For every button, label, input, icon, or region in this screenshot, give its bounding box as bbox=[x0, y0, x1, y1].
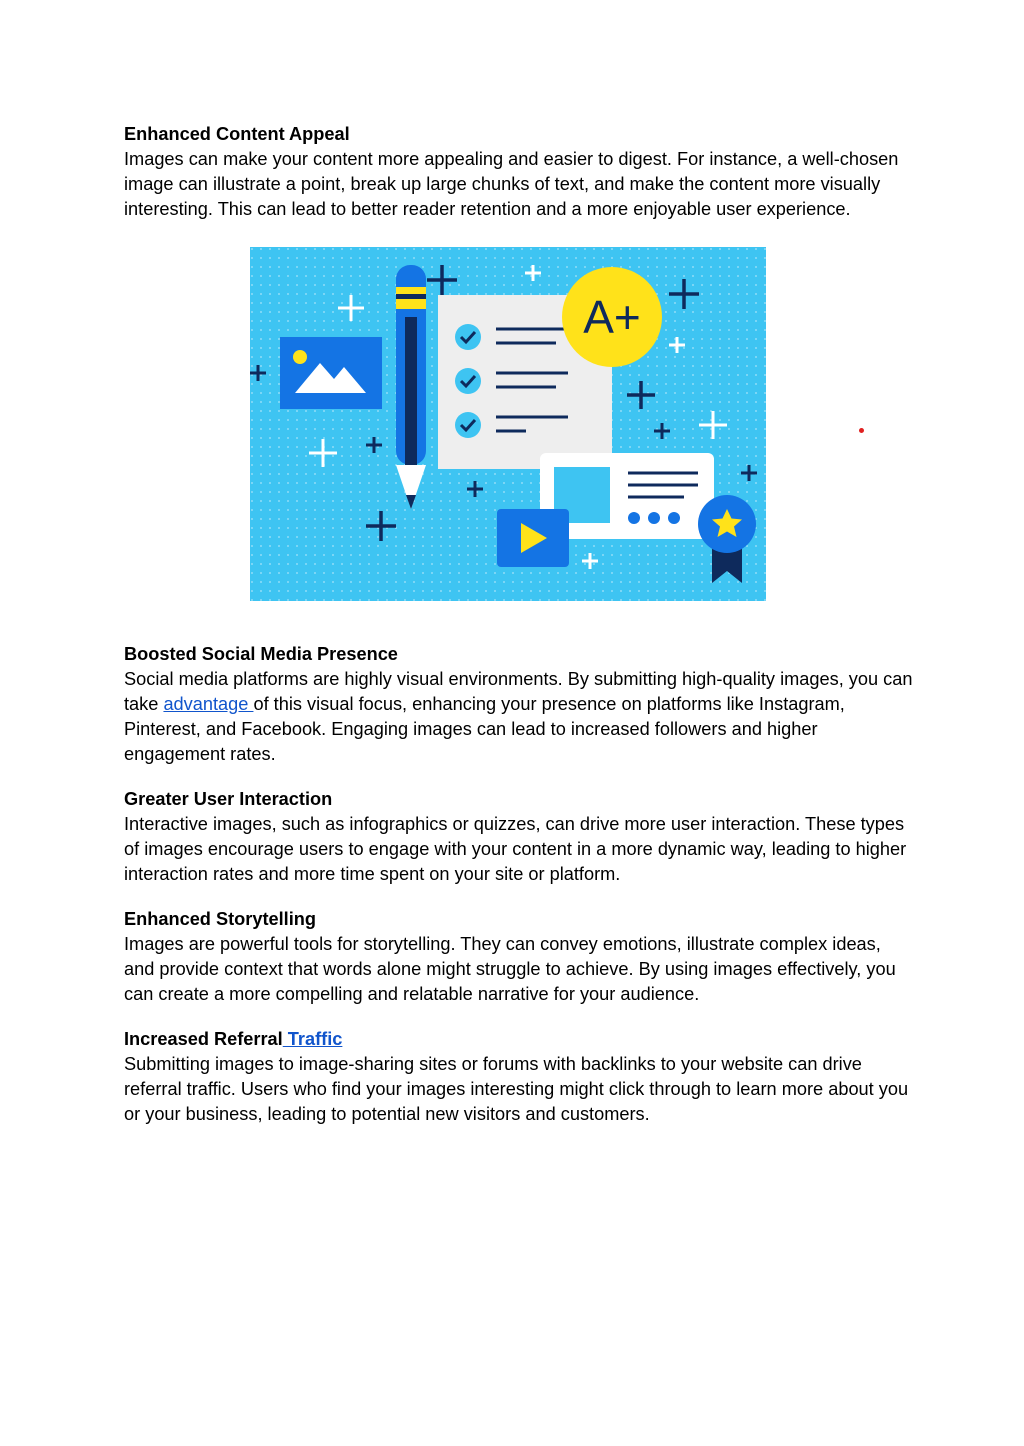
section-body: Interactive images, such as infographics or quizzes, can drive more user interaction. These types of images encourage users to engage with your content in a more dynamic way, leading to higher interaction rates and more time spent on your site or platform. bbox=[124, 814, 907, 884]
advantage-link[interactable]: advantage bbox=[163, 694, 254, 714]
section-referral-traffic bbox=[124, 1027, 914, 1127]
section-storytelling bbox=[124, 907, 914, 1007]
paragraph-spacer bbox=[124, 1007, 914, 1027]
section-content-appeal bbox=[124, 122, 914, 222]
body-text-part: Social media platforms are highly visual environments. By submitting high-quality images, you can take bbox=[124, 669, 913, 714]
section-heading: Greater User Interaction bbox=[124, 789, 333, 809]
heading-text: Increased Referral bbox=[124, 1029, 283, 1049]
section-heading: Enhanced Storytelling bbox=[124, 909, 317, 929]
grade-text: A+ bbox=[583, 291, 641, 343]
section-body: Submitting images to image-sharing sites or forums with backlinks to your website can drive referral traffic. Users who find your images interesting might click through to learn more about you or your business, leading to potential new visitors and customers. bbox=[124, 1054, 909, 1124]
video-play-icon bbox=[497, 509, 569, 567]
grade-badge bbox=[562, 267, 662, 367]
content-illustration bbox=[250, 247, 766, 601]
body-text-part: of this visual focus, enhancing your presence on platforms like Instagram, Pinterest, and Facebook. Engaging images can lead to increased followers and higher engagement rates. bbox=[124, 694, 845, 764]
section-body: Images are powerful tools for storytelling. They can convey emotions, illustrate complex ideas, and provide context that words alone might struggle to achieve. By using images effectively, you can create a more compelling and relatable narrative for your audience. bbox=[124, 934, 896, 1004]
pencil-icon bbox=[396, 265, 426, 509]
image-icon bbox=[280, 337, 382, 409]
document-page bbox=[124, 122, 914, 1127]
section-body bbox=[124, 667, 914, 767]
section-heading: Boosted Social Media Presence bbox=[124, 644, 398, 664]
section-body: Images can make your content more appealing and easier to digest. For instance, a well-chosen image can illustrate a point, break up large chunks of text, and make the content more visually interesting. This can lead to better reader retention and a more enjoyable user experience. bbox=[124, 149, 899, 219]
paragraph-spacer bbox=[124, 767, 914, 787]
paragraph-spacer bbox=[124, 887, 914, 907]
stray-dot bbox=[859, 428, 864, 433]
section-social-media bbox=[124, 642, 914, 767]
section-heading: Enhanced Content Appeal bbox=[124, 124, 350, 144]
figure-container bbox=[124, 247, 914, 615]
traffic-link[interactable]: Traffic bbox=[282, 1029, 343, 1049]
section-heading bbox=[124, 1027, 914, 1052]
section-user-interaction bbox=[124, 787, 914, 887]
